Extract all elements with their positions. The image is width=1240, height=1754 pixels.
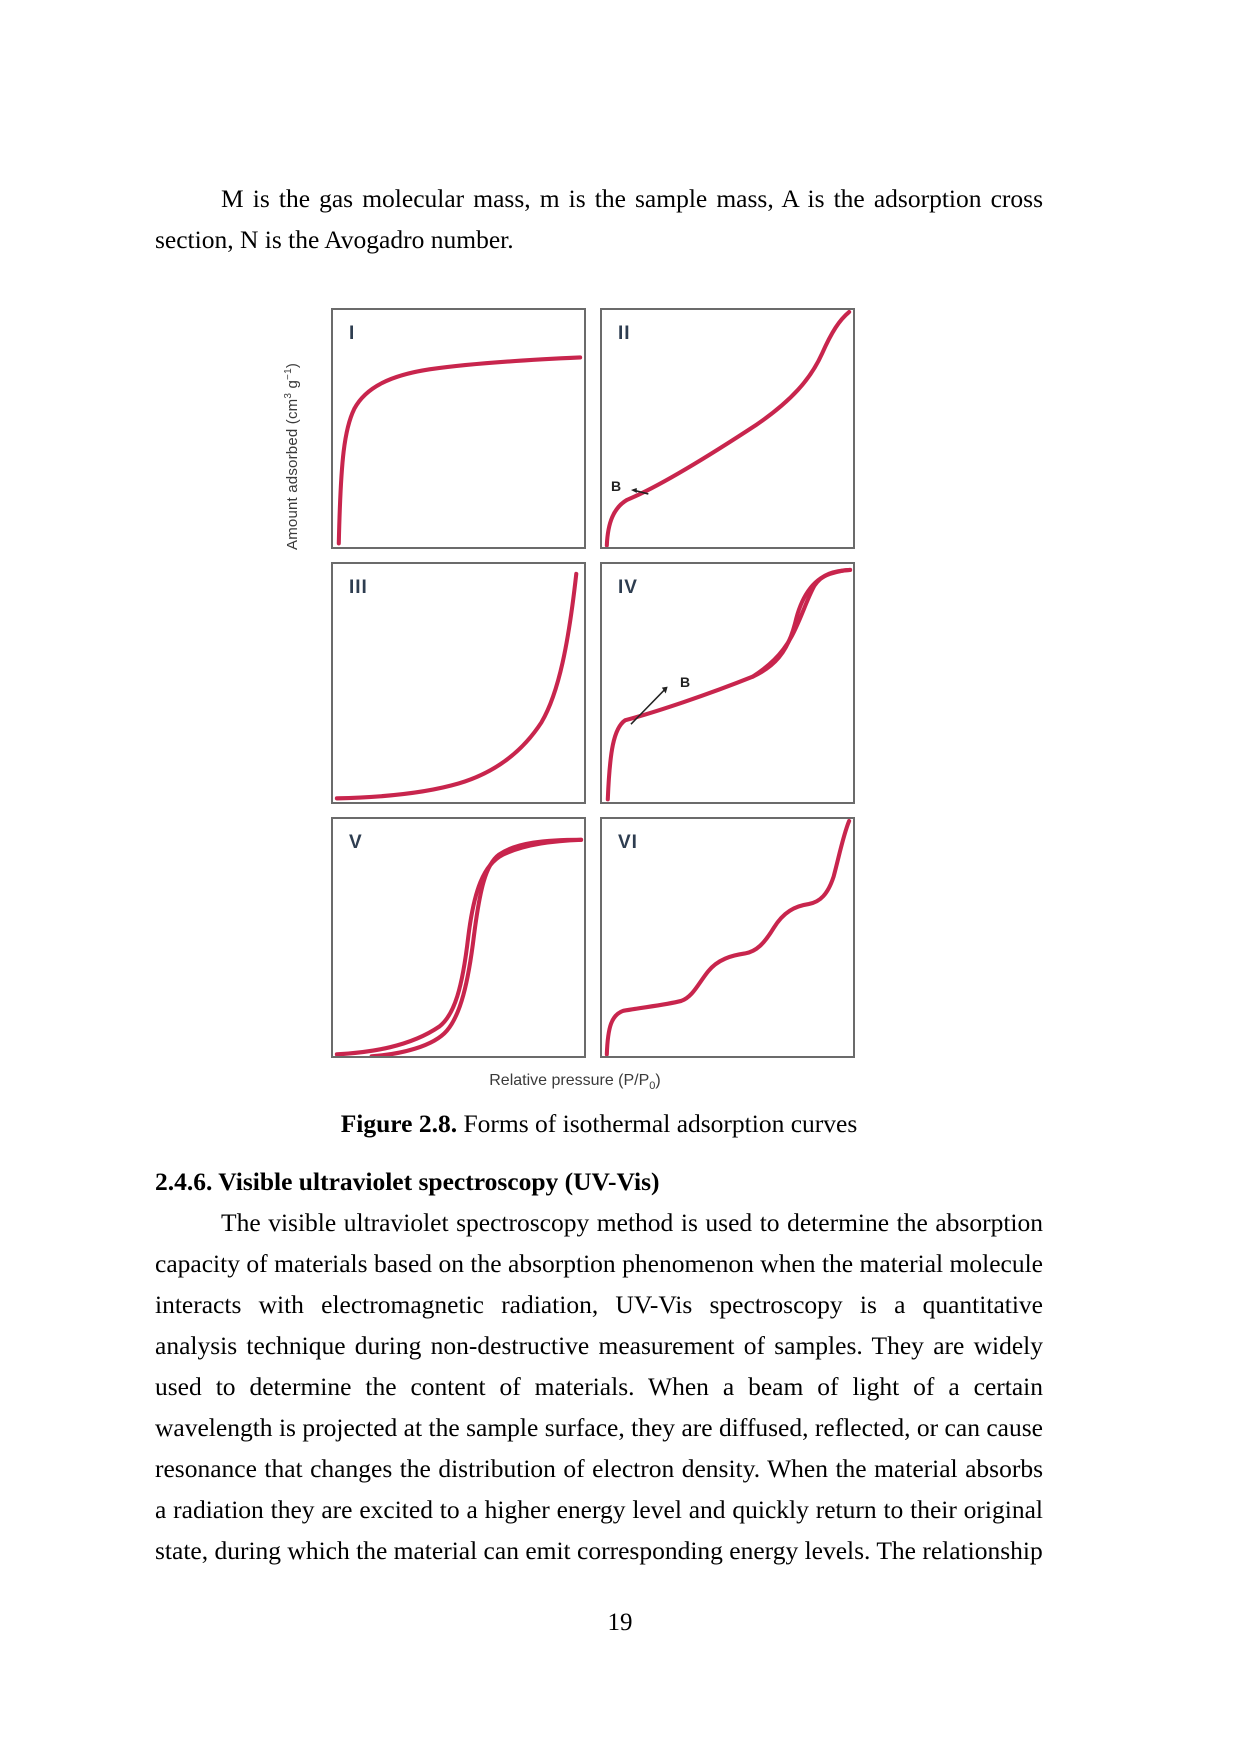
intro-paragraph: M is the gas molecular mass, m is the sample mass, A is the adsorption cross section, N is the Avogadro number. — [155, 184, 1043, 254]
panel-i-curve — [333, 310, 584, 547]
panel-label-ii: II — [618, 323, 631, 344]
body-text-block — [155, 1202, 1043, 1571]
figure-2-8 — [155, 300, 1043, 1100]
figure-caption — [155, 1106, 1043, 1142]
page-content — [155, 178, 1043, 1571]
panel-type-i — [331, 308, 586, 549]
panel-iv-curves — [602, 564, 853, 801]
figure-caption-prefix: Figure 2.8. — [340, 1109, 458, 1138]
x-axis-label-end: ) — [655, 1072, 661, 1089]
x-axis-label-main: Relative pressure (P/P — [489, 1072, 650, 1089]
panel-label-iv: IV — [618, 577, 638, 599]
panel-type-iii — [331, 562, 586, 803]
y-axis-label-mid: g — [284, 379, 301, 393]
panel-label-v: V — [349, 831, 363, 853]
panel-ii-curve — [602, 310, 853, 547]
panel-label-vi: VI — [618, 831, 638, 853]
panel-iv-annotation-b: B — [680, 674, 691, 691]
panel-label-iii: III — [349, 577, 368, 599]
isotherm-panel-grid — [331, 308, 855, 1058]
panel-v-curves — [333, 819, 584, 1056]
body-paragraph: The visible ultraviolet spectroscopy method is used to determine the absorption capacity of materials based on the absorption phenomenon when the material molecule interacts with electromagnetic radiation, UV-Vis spectroscopy is a quantitative analysis technique during non-destructive measurement of samples. They are widely used to determine the content of materials. When a beam of light of a certain wavelength is projected at the sample surface, they are diffused, reflected, or can cause resonance that changes the distribution of electron density. When the material absorbs a radiation they are excited to a higher energy level and quickly return to their original state, during which the material can emit corresponding energy levels. The relationship — [155, 1208, 1043, 1565]
figure-caption-text: Forms of isothermal adsorption curves — [457, 1109, 858, 1138]
y-axis-label — [283, 320, 301, 550]
panel-type-v — [331, 817, 586, 1058]
y-axis-label-sup-3: 3 — [283, 392, 294, 399]
panel-iii-curve — [333, 564, 584, 801]
panel-ii-annotation-b: B — [611, 478, 622, 494]
x-axis-label — [295, 1072, 855, 1092]
figure-plot-area — [283, 300, 895, 1100]
panel-type-ii — [600, 308, 855, 549]
y-axis-label-end: ) — [284, 362, 301, 369]
y-axis-label-main: Amount adsorbed (cm — [284, 398, 301, 550]
panel-type-vi — [600, 817, 855, 1058]
panel-type-iv — [600, 562, 855, 803]
section-heading-2-4-6: 2.4.6. Visible ultraviolet spectroscopy (UV-Vis) — [155, 1167, 660, 1196]
y-axis-label-sup-minus1: −1 — [283, 368, 294, 380]
x-axis-label-sub-0: 0 — [649, 1080, 656, 1093]
panel-vi-curve — [602, 819, 853, 1056]
page-number: 19 — [607, 1609, 633, 1636]
panel-label-i: I — [349, 323, 356, 344]
